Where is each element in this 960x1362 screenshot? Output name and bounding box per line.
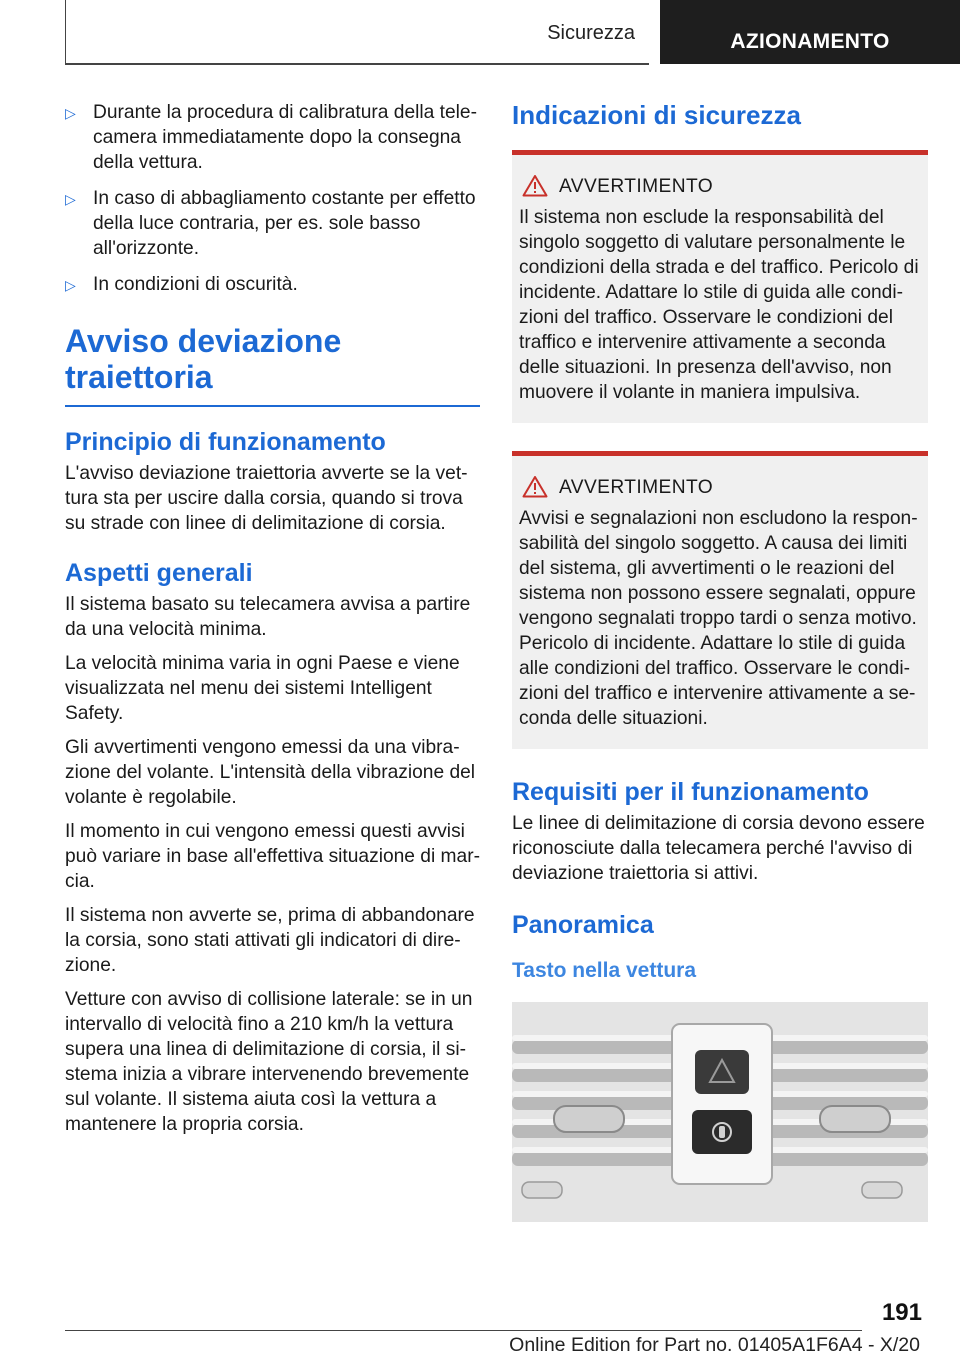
warning-text: Avvisi e segnalazioni non escludono la responsabilità del singolo soggetto. A causa dei limiti del sistema, gli avvertimenti o le reazioni del sistema non possono essere segnalati, oppure vengono segnalati troppo tardi o senza motivo. Pericolo di incidente. Adattare lo stile di guida alle condizioni del traffico. Osservare le condizioni del traffico e intervenire attivamente a seconda delle situazioni.	[519, 508, 918, 729]
warning-title: AVVERTIMENTO	[559, 175, 919, 199]
safety-heading: Indicazioni di sicurezza	[512, 100, 801, 130]
footer-edition: Online Edition for Part no. 01405A1F6A4 - X/20	[509, 1334, 920, 1356]
paragraph: Il sistema non avverte se, prima di abbandonare la corsia, sono stati attivati gli indicatori di direzione.	[65, 905, 475, 976]
warning-triangle-icon	[522, 174, 548, 197]
left-column	[65, 100, 480, 1146]
list-item: ▷ In condizioni di oscurità.	[65, 272, 480, 297]
warning-box	[512, 451, 928, 749]
general-heading: Aspetti generali	[65, 559, 253, 587]
list-item: ▷ Durante la procedura di calibratura della telecamera immediatamente dopo la consegna della vettura.	[65, 102, 477, 173]
page-number: 191	[881, 1299, 922, 1326]
condition-list	[65, 100, 480, 297]
requirements-text: Le linee di delimitazione di corsia devono essere riconosciute dalla telecamera perché l'avviso di deviazione traiettoria si attivi.	[512, 813, 925, 884]
principle-text: L'avviso deviazione traiettoria avverte se la vettura sta per uscire dalla corsia, quando si trova su strade con linee di delimitazione di corsia.	[65, 463, 468, 534]
title-rule	[65, 405, 480, 407]
principle-heading: Principio di funzionamento	[65, 428, 386, 456]
paragraph: Il momento in cui vengono emessi questi avvisi può variare in base all'effettiva situazione di marcia.	[65, 821, 480, 892]
footer-rule	[65, 1330, 862, 1331]
warning-triangle-icon	[522, 475, 548, 498]
paragraph: Il sistema basato su telecamera avvisa a partire da una velocità minima.	[65, 594, 471, 640]
warning-box	[512, 150, 928, 423]
vehicle-button-photo	[512, 1002, 928, 1222]
triangle-bullet-icon: ▷	[65, 191, 76, 207]
triangle-bullet-icon: ▷	[65, 105, 76, 121]
header-section-name: Sicurezza	[547, 22, 635, 44]
warning-title: AVVERTIMENTO	[559, 476, 919, 500]
right-column	[512, 100, 928, 1227]
paragraph: Vetture con avviso di collisione laterale: se in un intervallo di velocità fino a 210 km/h la vettura supera una linea di delimitazione di corsia, il sistema inizia a vibrare intervenendo brevemente sul volante. Il sistema aiuta così la vettura a mantenere la propria corsia.	[65, 989, 473, 1135]
requirements-heading: Requisiti per il funzionamento	[512, 778, 869, 806]
button-heading: Tasto nella vettura	[512, 959, 696, 982]
header-bottom-rule	[65, 63, 649, 65]
list-item: ▷ In caso di abbagliamento costante per effetto della luce contraria, per es. sole basso all'orizzonte.	[65, 188, 476, 259]
chapter-title: Avviso deviazione traiettoria	[65, 323, 342, 395]
warning-text: Il sistema non esclude la responsabilità del singolo soggetto di valutare personalmente le condizioni della strada e del traffico. Pericolo di incidente. Adattare lo stile di guida alle condizioni del traffico. Osservare le condizioni del traffico e intervenire attivamente a seconda delle situazioni. In presenza dell'avviso, non muovere il volante in maniera impulsiva.	[519, 207, 919, 403]
paragraph: Gli avvertimenti vengono emessi da una vibrazione del volante. L'intensità della vibrazione del volante è regolabile.	[65, 737, 476, 808]
paragraph: La velocità minima varia in ogni Paese e viene visualizzata nel menu dei sistemi Intelligent Safety.	[65, 653, 460, 724]
triangle-bullet-icon: ▷	[65, 277, 76, 293]
header-chapter-tab[interactable]: AZIONAMENTO	[660, 0, 960, 64]
overview-heading: Panoramica	[512, 911, 654, 939]
